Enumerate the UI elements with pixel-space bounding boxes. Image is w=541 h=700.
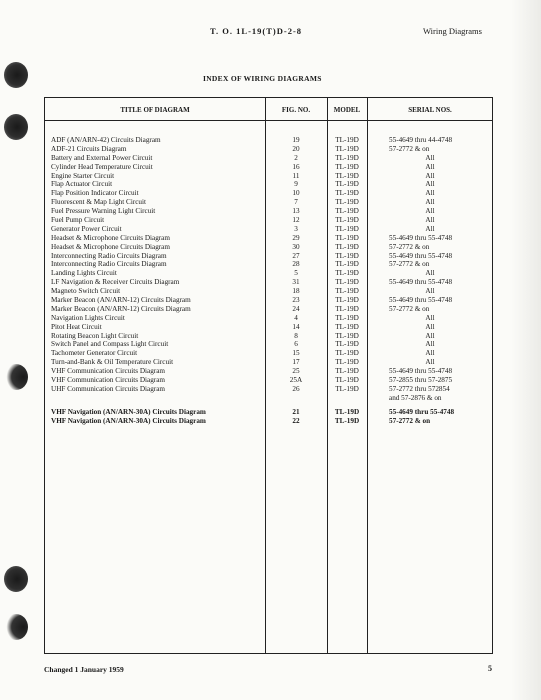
serial-numbers-cell: 55-4649 thru 55-4748 bbox=[389, 296, 453, 305]
fig-number-cell: 14 bbox=[292, 322, 300, 331]
serial-numbers-cell: All bbox=[425, 216, 435, 225]
diagram-title-cell: LF Navigation & Receiver Circuits Diagram bbox=[51, 278, 180, 287]
fig-number-cell: 18 bbox=[292, 287, 300, 296]
diagram-title-cell: Landing Lights Circuit bbox=[51, 269, 117, 278]
binder-hole-middle bbox=[4, 364, 28, 390]
diagram-title-cell: Generator Power Circuit bbox=[51, 224, 122, 233]
model-cell: TL-19D bbox=[335, 260, 359, 269]
diagram-title-cell: VHF Communication Circuits Diagram bbox=[51, 376, 165, 385]
fig-number-cell: 5 bbox=[294, 269, 298, 278]
fig-number-cell: 31 bbox=[292, 278, 300, 287]
table-row bbox=[45, 408, 492, 417]
diagram-title-cell: Rotating Beacon Light Circuit bbox=[51, 331, 139, 340]
model-cell: TL-19D bbox=[335, 144, 359, 153]
binder-hole-top bbox=[4, 62, 28, 88]
diagram-title-cell: Cylinder Head Temperature Circuit bbox=[51, 162, 153, 171]
serial-numbers-cell: 55-4649 thru 55-4748 bbox=[389, 278, 453, 287]
table-row bbox=[45, 376, 492, 385]
diagram-title-cell: Pitot Heat Circuit bbox=[51, 322, 102, 331]
model-cell: TL-19D bbox=[335, 216, 359, 225]
diagram-title-cell: Battery and External Power Circuit bbox=[51, 153, 153, 162]
table-row bbox=[45, 332, 492, 341]
model-cell: TL-19D bbox=[335, 287, 359, 296]
column-header-serial: SERIAL NOS. bbox=[408, 106, 452, 114]
table-row bbox=[45, 216, 492, 225]
column-header-model: MODEL bbox=[333, 106, 361, 114]
table-row bbox=[45, 358, 492, 367]
fig-number-cell: 17 bbox=[292, 358, 300, 367]
table-row bbox=[45, 269, 492, 278]
fig-number-cell: 21 bbox=[292, 407, 300, 416]
table-row bbox=[45, 296, 492, 305]
table-row bbox=[45, 394, 492, 403]
model-cell: TL-19D bbox=[335, 189, 359, 198]
serial-numbers-cell: 55-4649 thru 55-4748 bbox=[389, 367, 453, 376]
serial-numbers-cell: All bbox=[425, 180, 435, 189]
model-cell: TL-19D bbox=[335, 331, 359, 340]
model-cell: TL-19D bbox=[335, 296, 359, 305]
diagram-title-cell: Navigation Lights Circuit bbox=[51, 313, 125, 322]
fig-number-cell: 6 bbox=[294, 340, 298, 349]
diagram-title-cell: Marker Beacon (AN/ARN-12) Circuits Diagram bbox=[51, 296, 191, 305]
model-cell: TL-19D bbox=[335, 207, 359, 216]
diagram-title-cell: Flap Actuator Circuit bbox=[51, 180, 113, 189]
serial-numbers-cell: 55-4649 thru 55-4748 bbox=[389, 251, 453, 260]
table-row bbox=[45, 349, 492, 358]
model-cell: TL-19D bbox=[334, 407, 360, 416]
model-cell: TL-19D bbox=[334, 416, 360, 425]
table-row bbox=[45, 340, 492, 349]
table-row bbox=[45, 180, 492, 189]
model-cell: TL-19D bbox=[335, 180, 359, 189]
table-row bbox=[45, 163, 492, 172]
fig-number-cell: 23 bbox=[292, 296, 300, 305]
section-name: Wiring Diagrams bbox=[423, 26, 482, 36]
table-row bbox=[45, 172, 492, 181]
serial-numbers-cell: 55-4649 thru 55-4748 bbox=[389, 407, 455, 416]
table-row bbox=[45, 278, 492, 287]
wiring-index-table bbox=[44, 97, 493, 654]
binder-hole-lower bbox=[4, 566, 28, 592]
binder-hole-upper bbox=[4, 114, 28, 140]
diagram-title-cell: Switch Panel and Compass Light Circuit bbox=[51, 340, 169, 349]
diagram-title-cell: Interconnecting Radio Circuits Diagram bbox=[51, 251, 167, 260]
model-cell: TL-19D bbox=[335, 153, 359, 162]
diagram-title-cell: Turn-and-Bank & Oil Temperature Circuit bbox=[51, 358, 174, 367]
table-row bbox=[45, 154, 492, 163]
diagram-title-cell: Fuel Pressure Warning Light Circuit bbox=[51, 207, 156, 216]
table-row bbox=[45, 417, 492, 426]
diagram-title-cell: Headset & Microphone Circuits Diagram bbox=[51, 233, 170, 242]
fig-number-cell: 22 bbox=[292, 416, 300, 425]
model-cell: TL-19D bbox=[335, 278, 359, 287]
serial-numbers-cell: 57-2772 & on bbox=[389, 242, 430, 251]
change-date: Changed 1 January 1959 bbox=[44, 665, 124, 674]
fig-number-cell: 8 bbox=[294, 331, 298, 340]
model-cell: TL-19D bbox=[335, 349, 359, 358]
table-row bbox=[45, 385, 492, 394]
fig-number-cell: 9 bbox=[294, 180, 298, 189]
table-row bbox=[45, 207, 492, 216]
serial-numbers-cell: All bbox=[425, 162, 435, 171]
index-title: INDEX OF WIRING DIAGRAMS bbox=[203, 74, 322, 83]
binder-hole-bottom bbox=[4, 614, 28, 640]
fig-number-cell: 7 bbox=[294, 198, 298, 207]
table-row bbox=[45, 189, 492, 198]
serial-numbers-cell: All bbox=[425, 224, 435, 233]
serial-numbers-cell: All bbox=[425, 358, 435, 367]
model-cell: TL-19D bbox=[335, 367, 359, 376]
diagram-title-cell: ADF (AN/ARN-42) Circuits Diagram bbox=[51, 136, 161, 144]
serial-numbers-cell: 55-4649 thru 44-4748 bbox=[389, 136, 453, 144]
model-cell: TL-19D bbox=[335, 224, 359, 233]
serial-numbers-cell: All bbox=[425, 171, 435, 180]
serial-numbers-cell: All bbox=[425, 153, 435, 162]
fig-number-cell: 16 bbox=[292, 162, 300, 171]
serial-numbers-cell: All bbox=[425, 269, 435, 278]
page-number: 5 bbox=[488, 664, 492, 673]
diagram-title-cell: Fluorescent & Map Light Circuit bbox=[51, 198, 147, 207]
model-cell: TL-19D bbox=[335, 242, 359, 251]
table-body bbox=[45, 136, 492, 426]
model-cell: TL-19D bbox=[335, 198, 359, 207]
fig-number-cell: 28 bbox=[292, 260, 300, 269]
header-divider bbox=[45, 120, 492, 121]
table-row bbox=[45, 323, 492, 332]
fig-number-cell: 13 bbox=[292, 207, 300, 216]
diagram-title-cell: Headset & Microphone Circuits Diagram bbox=[51, 242, 170, 251]
model-cell: TL-19D bbox=[335, 251, 359, 260]
serial-numbers-cell: and 57-2876 & on bbox=[389, 393, 442, 402]
model-cell: TL-19D bbox=[335, 162, 359, 171]
serial-numbers-cell: All bbox=[425, 287, 435, 296]
diagram-title-cell: VHF Communication Circuits Diagram bbox=[51, 367, 165, 376]
table-row bbox=[45, 198, 492, 207]
table-row bbox=[45, 252, 492, 261]
page-edge-shadow bbox=[511, 0, 541, 700]
table-row bbox=[45, 260, 492, 269]
serial-numbers-cell: All bbox=[425, 198, 435, 207]
fig-number-cell: 25A bbox=[289, 376, 303, 385]
diagram-title-cell: Flap Position Indicator Circuit bbox=[51, 189, 139, 198]
serial-numbers-cell: All bbox=[425, 340, 435, 349]
fig-number-cell: 29 bbox=[292, 233, 300, 242]
serial-numbers-cell: All bbox=[425, 349, 435, 358]
fig-number-cell: 19 bbox=[292, 136, 300, 144]
fig-number-cell: 15 bbox=[292, 349, 300, 358]
serial-numbers-cell: 57-2772 & on bbox=[389, 144, 430, 153]
serial-numbers-cell: 57-2772 thru 572854 bbox=[389, 384, 450, 393]
table-row bbox=[45, 287, 492, 296]
model-cell: TL-19D bbox=[335, 269, 359, 278]
fig-number-cell: 25 bbox=[292, 367, 300, 376]
fig-number-cell: 26 bbox=[292, 384, 300, 393]
table-row bbox=[45, 367, 492, 376]
diagram-title-cell: UHF Communication Circuits Diagram bbox=[51, 384, 165, 393]
model-cell: TL-19D bbox=[335, 171, 359, 180]
serial-numbers-cell: All bbox=[425, 331, 435, 340]
model-cell: TL-19D bbox=[335, 304, 359, 313]
model-cell: TL-19D bbox=[335, 358, 359, 367]
column-header-fig: FIG. NO. bbox=[281, 106, 311, 114]
fig-number-cell: 3 bbox=[294, 224, 298, 233]
diagram-title-cell: Engine Starter Circuit bbox=[51, 171, 115, 180]
model-cell: TL-19D bbox=[335, 322, 359, 331]
serial-numbers-cell: 57-2772 & on bbox=[389, 304, 430, 313]
serial-numbers-cell: All bbox=[425, 207, 435, 216]
model-cell: TL-19D bbox=[335, 233, 359, 242]
fig-number-cell: 2 bbox=[294, 153, 298, 162]
table-row bbox=[45, 305, 492, 314]
serial-numbers-cell: All bbox=[425, 189, 435, 198]
diagram-title-cell: Fuel Pump Circuit bbox=[51, 216, 105, 225]
table-row bbox=[45, 136, 492, 145]
fig-number-cell: 4 bbox=[294, 313, 298, 322]
fig-number-cell: 20 bbox=[292, 144, 300, 153]
table-row bbox=[45, 314, 492, 323]
serial-numbers-cell: All bbox=[425, 322, 435, 331]
fig-number-cell: 10 bbox=[292, 189, 300, 198]
serial-numbers-cell: 57-2772 & on bbox=[389, 416, 431, 425]
model-cell: TL-19D bbox=[335, 376, 359, 385]
diagram-title-cell: VHF Navigation (AN/ARN-30A) Circuits Diagram bbox=[51, 416, 206, 425]
diagram-title-cell: Interconnecting Radio Circuits Diagram bbox=[51, 260, 167, 269]
fig-number-cell: 24 bbox=[292, 304, 300, 313]
diagram-title-cell: Tachometer Generator Circuit bbox=[51, 349, 138, 358]
fig-number-cell: 12 bbox=[292, 216, 300, 225]
fig-number-cell: 11 bbox=[292, 171, 300, 180]
diagram-title-cell: Marker Beacon (AN/ARN-12) Circuits Diagram bbox=[51, 304, 191, 313]
table-row bbox=[45, 145, 492, 154]
serial-numbers-cell: 57-2772 & on bbox=[389, 260, 430, 269]
diagram-title-cell: ADF-21 Circuits Diagram bbox=[51, 144, 127, 153]
table-row bbox=[45, 234, 492, 243]
column-header-title: TITLE OF DIAGRAM bbox=[120, 106, 190, 114]
model-cell: TL-19D bbox=[335, 136, 359, 144]
table-row bbox=[45, 243, 492, 252]
model-cell: TL-19D bbox=[335, 384, 359, 393]
to-number: T. O. 1L-19(T)D-2-8 bbox=[210, 26, 303, 36]
model-cell: TL-19D bbox=[335, 313, 359, 322]
diagram-title-cell: Magneto Switch Circuit bbox=[51, 287, 121, 296]
serial-numbers-cell: 57-2855 thru 57-2875 bbox=[389, 376, 453, 385]
fig-number-cell: 30 bbox=[292, 242, 300, 251]
fig-number-cell: 27 bbox=[292, 251, 300, 260]
serial-numbers-cell: All bbox=[425, 313, 435, 322]
serial-numbers-cell: 55-4649 thru 55-4748 bbox=[389, 233, 453, 242]
diagram-title-cell: VHF Navigation (AN/ARN-30A) Circuits Diagram bbox=[51, 407, 206, 416]
table-row bbox=[45, 225, 492, 234]
model-cell: TL-19D bbox=[335, 340, 359, 349]
